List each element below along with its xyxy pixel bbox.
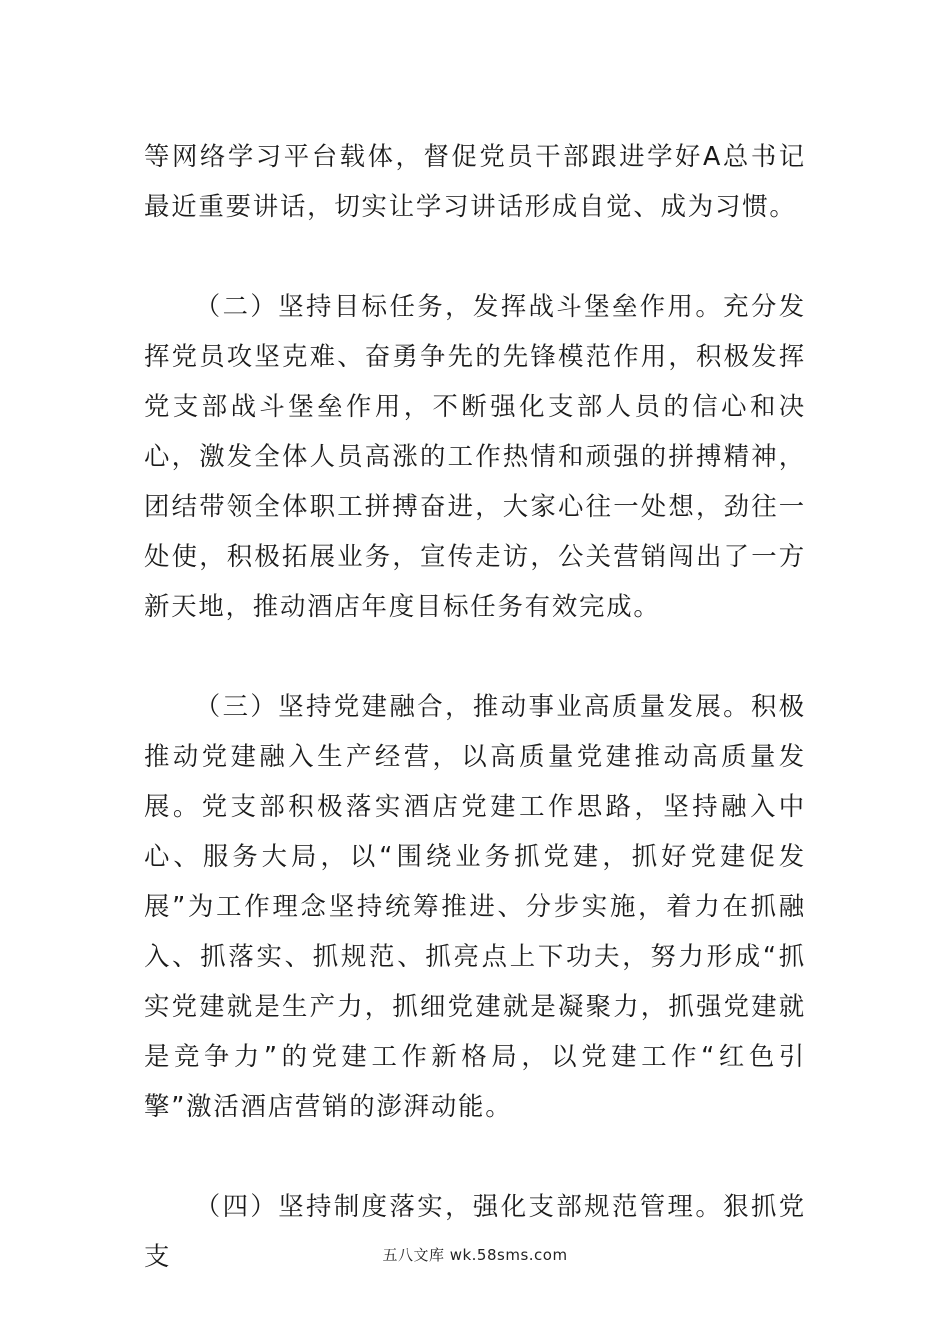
paragraph-section-two: （二）坚持目标任务，发挥战斗堡垒作用。充分发挥党员攻坚克难、奋勇争先的先锋模范作用，积极发挥党支部战斗堡垒作用，不断强化支部人员的信心和决心，激发全体人员高涨的工作热情和顽强的拼搏精神，团结带领全体职工拼搏奋进，大家心往一处想，劲往一处使，积极拓展业务，宣传走访，公关营销闯出了一方新天地，推动酒店年度目标任务有效完成。 <box>144 291 806 621</box>
paragraph-section-four: （四）坚持制度落实，强化支部规范管理。狠抓党支 <box>144 1191 806 1271</box>
paragraph-gap <box>144 1131 806 1181</box>
document-body <box>144 131 806 1281</box>
page-footer-watermark: 五八文库 wk.58sms.com <box>382 1246 568 1264</box>
paragraph-continuation: 等网络学习平台载体，督促党员干部跟进学好A总书记最近重要讲话，切实让学习讲话形成自觉、成为习惯。 <box>144 141 806 221</box>
paragraph-section-three: （三）坚持党建融合，推动事业高质量发展。积极推动党建融入生产经营，以高质量党建推动高质量发展。党支部积极落实酒店党建工作思路，坚持融入中心、服务大局，以“围绕业务抓党建，抓好党建促发展”为工作理念坚持统筹推进、分步实施，着力在抓融入、抓落实、抓规范、抓亮点上下功夫，努力形成“抓实党建就是生产力，抓细党建就是凝聚力，抓强党建就是竞争力”的党建工作新格局，以党建工作“红色引擎”激活酒店营销的澎湃动能。 <box>144 691 806 1121</box>
paragraph-gap <box>144 231 806 281</box>
paragraph-gap <box>144 631 806 681</box>
